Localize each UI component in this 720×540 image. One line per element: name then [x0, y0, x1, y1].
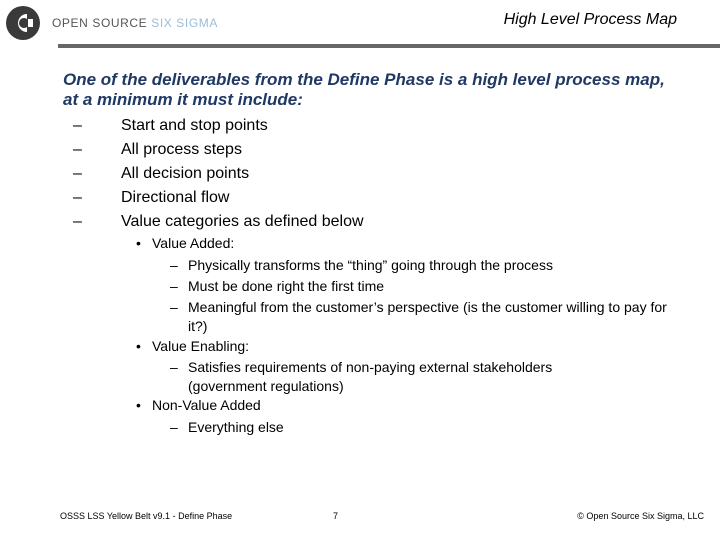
detail-item [170, 277, 690, 296]
bullet: • [136, 338, 141, 354]
slide-title: High Level Process Map [503, 11, 677, 28]
category-label: Non-Value Added [152, 397, 261, 413]
list-dash: – [73, 189, 82, 206]
category-label: Value Enabling: [152, 338, 250, 354]
footer-copyright: © Open Source Six Sigma, LLC [577, 511, 704, 521]
brand-part-2: SIX SIGMA [151, 16, 218, 30]
list-dash: – [73, 141, 82, 158]
category-value-added [136, 235, 234, 251]
detail-text: Meaningful from the customer’s perspective (is the customer willing to pay for it?) [188, 299, 667, 334]
detail-dash: – [170, 359, 178, 375]
list-item-text: All decision points [121, 165, 250, 182]
detail-dash: – [170, 257, 178, 273]
footer-course: OSSS LSS Yellow Belt v9.1 - Define Phase [60, 511, 233, 521]
category-non-value-added [136, 397, 261, 413]
list-item-text: Directional flow [121, 189, 230, 206]
brand-part-1: OPEN SOURCE [52, 16, 152, 30]
detail-text: Physically transforms the “thing” going through the process [188, 257, 553, 273]
footer-page-number: 7 [333, 511, 339, 521]
detail-text: Everything else [188, 419, 284, 435]
detail-text: Must be done right the first time [188, 278, 385, 294]
list-dash: – [73, 213, 82, 230]
detail-dash: – [170, 299, 178, 315]
category-value-enabling [136, 338, 249, 354]
detail-item [170, 256, 690, 275]
list-dash: – [73, 165, 82, 182]
list-dash: – [73, 117, 82, 134]
detail-item [170, 298, 690, 336]
detail-item [170, 418, 630, 437]
list-item-text: Start and stop points [121, 117, 268, 134]
brand-name [52, 16, 218, 30]
bullet: • [136, 397, 141, 413]
header-rule [58, 44, 720, 48]
detail-dash: – [170, 278, 178, 294]
category-label: Value Added: [152, 235, 235, 251]
list-item-text: Value categories as defined below [121, 213, 364, 230]
detail-dash: – [170, 419, 178, 435]
logo-icon [5, 5, 41, 41]
list-item-text: All process steps [121, 141, 242, 158]
bullet: • [136, 235, 141, 251]
intro-text: One of the deliverables from the Define Phase is a high level process map, at a minimum it must include: [63, 70, 665, 109]
detail-text: Satisfies requirements of non-paying external stakeholders (government regulations) [188, 359, 553, 394]
detail-item [170, 358, 630, 396]
